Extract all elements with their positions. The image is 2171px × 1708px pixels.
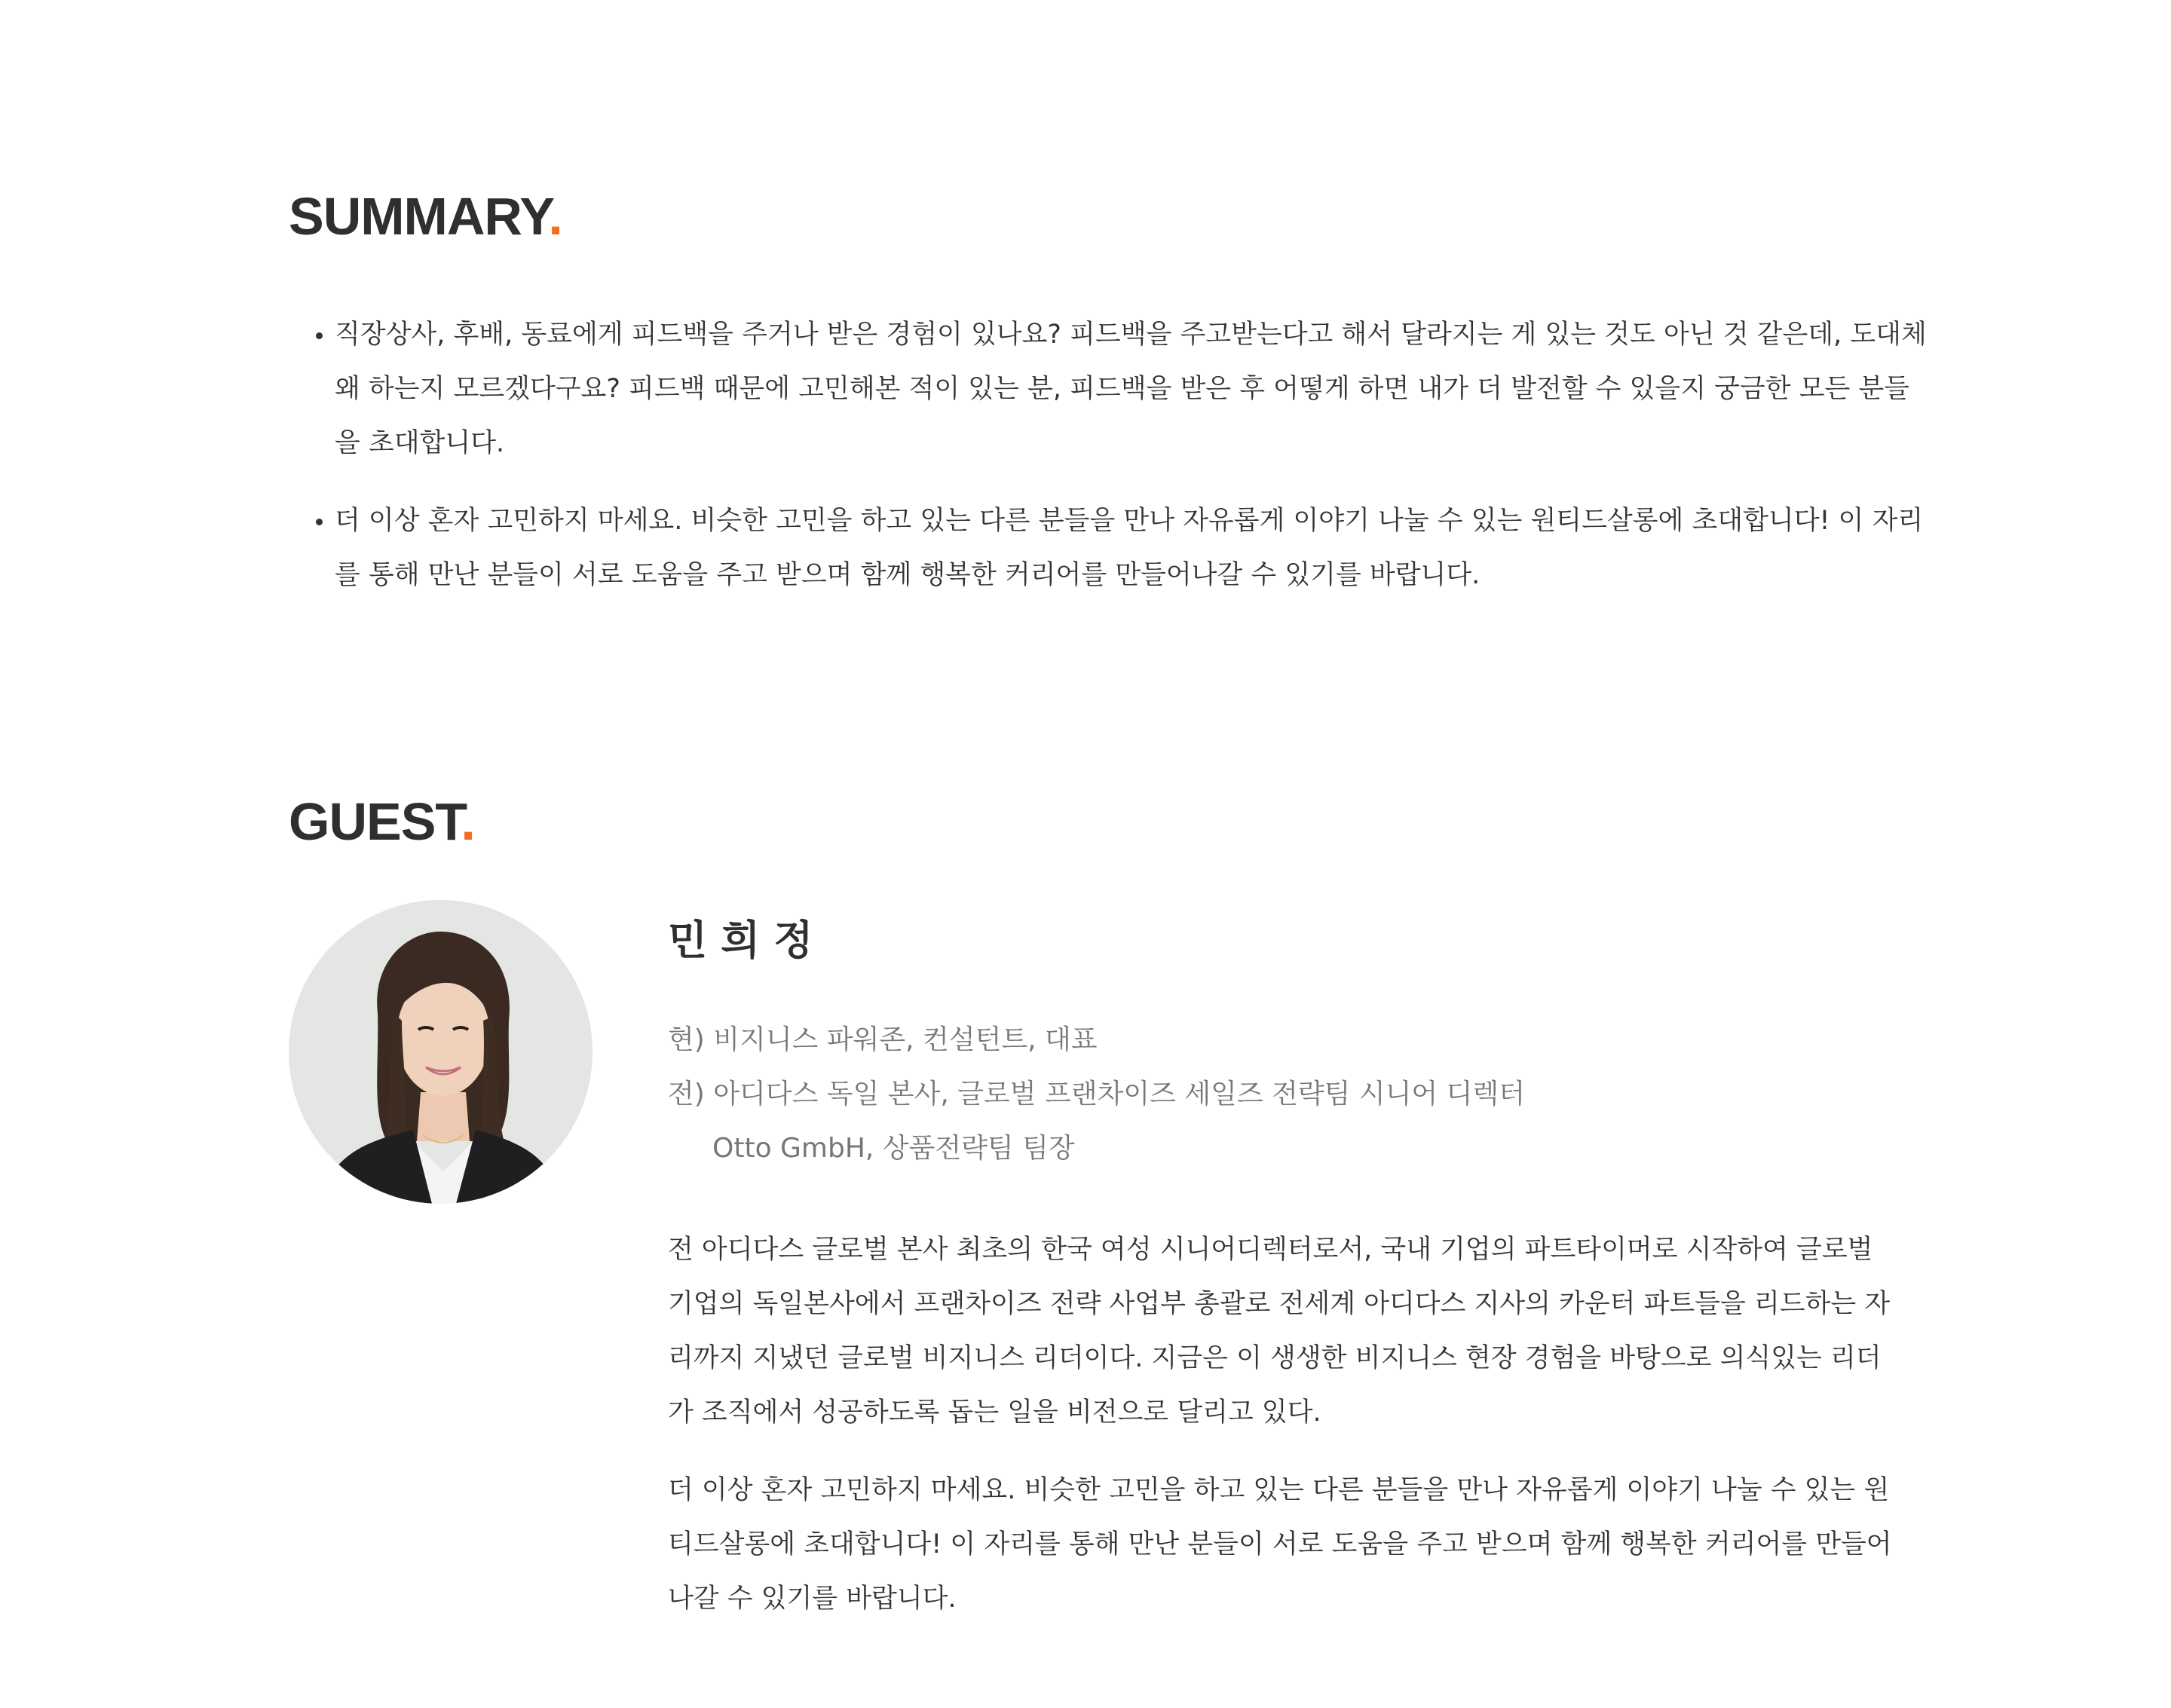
career-previous: 전) 아디다스 독일 본사, 글로벌 프랜차이즈 세일즈 전략팀 시니어 디렉터 bbox=[668, 1079, 1525, 1110]
summary-list bbox=[303, 308, 1933, 626]
guest-title bbox=[289, 792, 475, 851]
summary-item: • 직장상사, 후배, 동료에게 피드백을 주거나 받은 경험이 있나요? 피드백을 주고받는다고 해서 달라지는 게 있는 것도 아닌 것 같은데, 도대체 왜 하는지 모르겠다구요? 피드백 때문에 고민해본 적이 있는 분, 피드백을 받은 후 어떻게 하면 내가 더 발전할 수 있을지 궁금한 모든 분들을 초대합니다. bbox=[335, 308, 1933, 470]
guest-career bbox=[668, 1013, 1525, 1176]
guest-photo bbox=[289, 900, 593, 1204]
guest-title-text: GUEST bbox=[289, 792, 461, 851]
guest-bio bbox=[668, 1223, 1904, 1649]
guest-name: 민희정 bbox=[668, 917, 827, 964]
summary-title-text: SUMMARY bbox=[289, 187, 549, 246]
career-previous-2: Otto GmbH, 상품전략팀 팀장 bbox=[712, 1133, 1075, 1164]
summary-title-accent-dot: . bbox=[548, 187, 562, 246]
summary-item: • 더 이상 혼자 고민하지 마세요. 비슷한 고민을 하고 있는 다른 분들을 만나 자유롭게 이야기 나눌 수 있는 원티드살롱에 초대합니다! 이 자리를 통해 만난 분들이 서로 도움을 주고 받으며 함께 행복한 커리어를 만들어나갈 수 있기를 바랍니다. bbox=[335, 494, 1933, 602]
career-current: 현) 비지니스 파워존, 컨설턴트, 대표 bbox=[668, 1024, 1098, 1055]
summary-title bbox=[289, 187, 562, 246]
bio-paragraph: 더 이상 혼자 고민하지 마세요. 비슷한 고민을 하고 있는 다른 분들을 만나 자유롭게 이야기 나눌 수 있는 원티드살롱에 초대합니다! 이 자리를 통해 만난 분들이 서로 도움을 주고 받으며 함께 행복한 커리어를 만들어나갈 수 있기를 바랍니다. bbox=[668, 1475, 1892, 1614]
bio-paragraph: 전 아디다스 글로벌 본사 최초의 한국 여성 시니어디렉터로서, 국내 기업의 파트타이머로 시작하여 글로벌 기업의 독일본사에서 프랜차이즈 전략 사업부 총괄로 전세계 아디다스 지사의 카운터 파트들을 리드하는 자리까지 지냈던 글로벌 비지니스 리더이다. 지금은 이 생생한 비지니스 현장 경험을 바탕으로 의식있는 리더가 조직에서 성공하도록 돕는 일을 비전으로 달리고 있다. bbox=[668, 1235, 1891, 1428]
guest-title-accent-dot: . bbox=[461, 792, 475, 851]
